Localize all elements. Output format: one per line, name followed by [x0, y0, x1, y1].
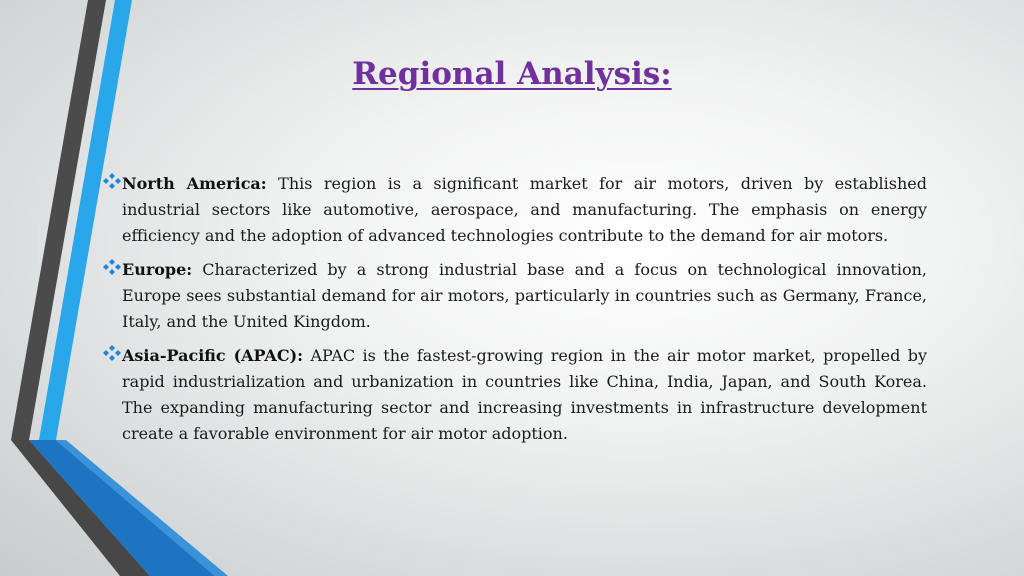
diamond-bullet-icon — [102, 172, 122, 190]
bullet-europe — [102, 257, 927, 335]
diamond-bullet-icon — [102, 258, 122, 276]
bullet-text: Characterized by a strong industrial base and a focus on technological innovation, Europe sees substantial demand for air motors, particularly in countries such as Germany, France, Italy, and the United Kingdom. — [122, 260, 927, 331]
diamond-bullet-icon — [102, 344, 122, 362]
bullet-text: APAC is the fastest-growing region in the air motor market, propelled by rapid industrialization and urbanization in countries like China, India, Japan, and South Korea. The expanding manufacturing sector and increasing investments in infrastructure development create a favorable environment for air motor adoption. — [122, 346, 928, 443]
bullet-heading: Europe: — [122, 260, 193, 279]
bullet-heading: North America: — [122, 174, 267, 193]
bullet-north-america — [102, 171, 927, 249]
bullet-text: This region is a significant market for air motors, driven by established industrial sectors like automotive, aerospace, and manufacturing. The emphasis on energy efficiency and the adoption of advanced technologies contribute to the demand for air motors. — [122, 174, 928, 245]
bullet-heading: Asia-Pacific (APAC): — [122, 346, 304, 365]
bullet-list — [102, 171, 927, 455]
bullet-asia-pacific — [102, 343, 927, 447]
slide-title: Regional Analysis: — [352, 56, 672, 92]
